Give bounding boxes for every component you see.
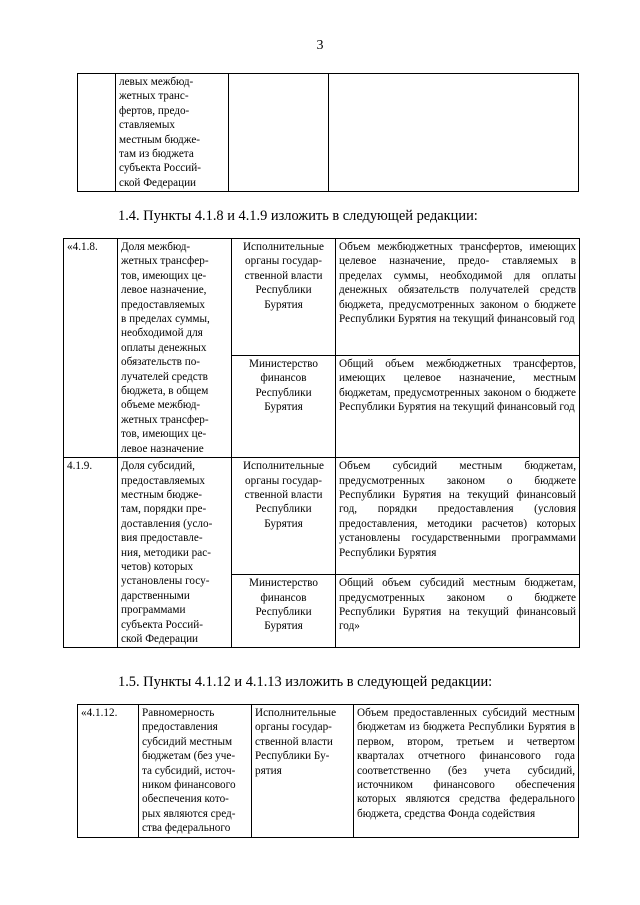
section-heading-1-4: 1.4. Пункты 4.1.8 и 4.1.9 изложить в следующей редакции: xyxy=(118,208,478,224)
table-row xyxy=(64,239,580,356)
table-cell-code: «4.1.12. xyxy=(78,705,139,838)
table-cell-code: 4.1.9. xyxy=(64,458,118,648)
table-cell-code: «4.1.8. xyxy=(64,239,118,458)
table-cell-organization xyxy=(229,74,329,192)
table-cell-description: Объем субсидий местным бюджетам, предусмотренных законом о бюджете Республики Бурятия на текущий финансовый год, порядки предоставления (условия предоставления, методики расчетов) которых установлены государственными программами Республики Бурятия xyxy=(336,458,580,575)
table-cell-description: Объем предоставленных субсидий местным бюджетам из бюджета Республики Бурятия в первом, втором, третьем и четвертом кварталах отчетного финансового года соответственно (без учета субсидий, источником финансового обеспечения которых являются средства федерального бюджета, средства Фонда содействия xyxy=(354,705,579,838)
table-cell-indicator-name: Доля межбюд- жетных трансфер- тов, имеющих це- левое назначение, предоставляемых в пределах суммы, необходимой для оплаты денежных обязательств по- лучателей средств бюджета, в общем объеме межбюд- жетных трансфер- тов, имеющих це- левое назначение xyxy=(118,239,232,458)
table-cell-organization: Министерство финансов Республики Бурятия xyxy=(232,575,336,648)
table-cell-description xyxy=(329,74,579,192)
table-row xyxy=(78,74,579,192)
table-cell-description: Общий объем субсидий местным бюджетам, предусмотренных законом о бюджете Республики Бурятия на текущий финансовый год» xyxy=(336,575,580,648)
table-cell-description: Объем межбюджетных трансфертов, имеющих целевое назначение, предо- ставляемых в пределах суммы, необходимой для оплаты денежных обязательств получателей средств бюджета, предусмотренных законом о бюджете Республики Бурятия на текущий финансовый год xyxy=(336,239,580,356)
indicators-table-4-1-12 xyxy=(77,704,579,838)
table-cell-indicator-name: Доля субсидий, предоставляемых местным бюдже- там, порядки пре- доставления (усло- вия предоставле- ния, методики рас- четов) которых установлены госу- дарственными программами субъекта Россий- ской Федерации xyxy=(118,458,232,648)
table-cell-organization: Министерство финансов Республики Бурятия xyxy=(232,356,336,458)
table-cell-organization: Исполнительные органы государ- ственной власти Республики Бурятия xyxy=(232,458,336,575)
table-cell-code xyxy=(78,74,116,192)
continuation-table xyxy=(77,73,579,192)
indicators-table-4-1-8-4-1-9 xyxy=(63,238,580,648)
table-row xyxy=(64,458,580,575)
table-cell-indicator-name: левых межбюд- жетных транс- фертов, предо- ставляемых местным бюдже- там из бюджета субъекта Россий- ской Федерации xyxy=(116,74,229,192)
table-cell-organization: Исполнительные органы государ- ственной власти Республики Бу- рятия xyxy=(252,705,354,838)
page-number: 3 xyxy=(316,38,324,53)
table-cell-indicator-name: Равномерность предоставления субсидий местным бюджетам (без уче- та субсидий, источ- ником финансового обеспечения кото- рых являются сред- ства федерального xyxy=(139,705,252,838)
table-row xyxy=(78,705,579,838)
table-cell-organization: Исполнительные органы государ- ственной власти Республики Бурятия xyxy=(232,239,336,356)
section-heading-1-5: 1.5. Пункты 4.1.12 и 4.1.13 изложить в следующей редакции: xyxy=(118,674,493,690)
table-cell-description: Общий объем межбюджетных трансфертов, имеющих целевое назначение, местным бюджетам, предусмотренных законом о бюджете Республики Бурятия на текущий финансовый год xyxy=(336,356,580,458)
